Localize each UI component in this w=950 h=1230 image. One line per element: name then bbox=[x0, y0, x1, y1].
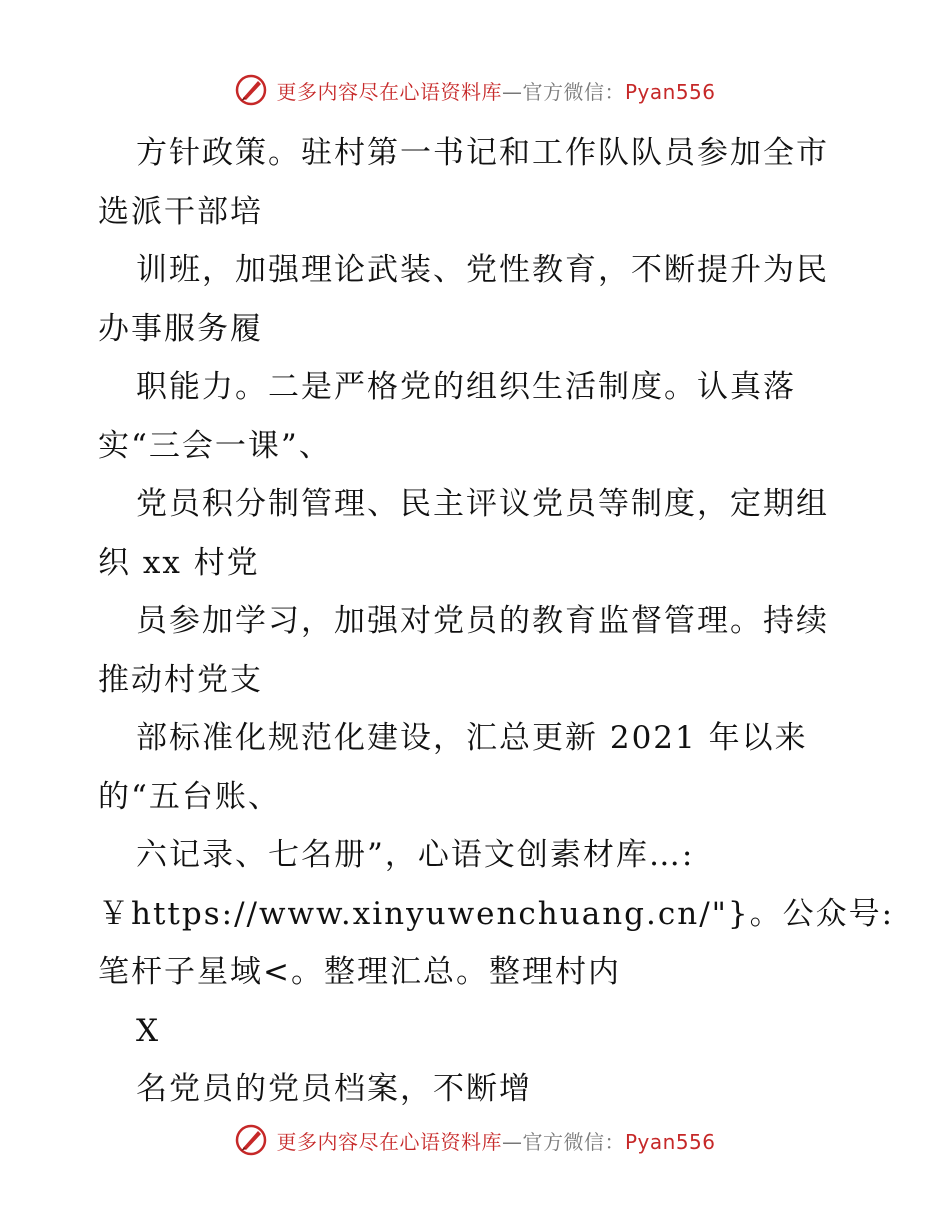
text-line: 笔杆子星域<。整理汇总。整理村内 bbox=[98, 954, 621, 990]
footer-banner-separator: — bbox=[501, 1129, 523, 1154]
footer-banner-main: 更多内容尽在心语资料库 bbox=[276, 1129, 502, 1154]
header-banner-handle: Pyan556 bbox=[624, 79, 716, 104]
header-banner-sub: 官方微信： bbox=[522, 79, 625, 104]
header-banner-separator: — bbox=[501, 79, 523, 104]
quill-pen-circle-icon bbox=[234, 1123, 268, 1157]
quill-pen-circle-icon bbox=[234, 73, 268, 107]
header-banner-text bbox=[276, 76, 715, 105]
text-line: 实“三会一课”、 bbox=[98, 427, 332, 464]
text-line: 训班，加强理论武装、党性教育，不断提升为民 bbox=[136, 252, 829, 288]
text-line: 推动村党支 bbox=[98, 661, 263, 698]
text-line: 职能力。二是严格党的组织生活制度。认真落 bbox=[136, 369, 796, 405]
text-line: 六记录、七名册”，心语文创素材库…: bbox=[136, 837, 695, 873]
footer-watermark-banner bbox=[0, 1120, 950, 1160]
text-line: 选派干部培 bbox=[98, 193, 263, 230]
footer-banner-sub: 官方微信： bbox=[522, 1129, 625, 1154]
text-line: 的“五台账、 bbox=[98, 778, 281, 815]
text-line: ￥https://www.xinyuwenchuang.cn/"}。公众号: bbox=[98, 895, 895, 932]
text-line: X bbox=[136, 1012, 161, 1049]
text-line: 党员积分制管理、民主评议党员等制度，定期组 bbox=[136, 486, 829, 522]
text-line: 部标准化规范化建设，汇总更新 2021 年以来 bbox=[136, 720, 808, 756]
text-line: 办事服务履 bbox=[98, 310, 263, 347]
header-watermark-banner bbox=[0, 70, 950, 110]
text-line: 员参加学习，加强对党员的教育监督管理。持续 bbox=[136, 603, 829, 639]
header-banner-main: 更多内容尽在心语资料库 bbox=[276, 79, 502, 104]
text-line: 名党员的党员档案，不断增 bbox=[136, 1071, 532, 1107]
text-line: 织 xx 村党 bbox=[98, 544, 260, 581]
text-line: 方针政策。驻村第一书记和工作队队员参加全市 bbox=[136, 135, 829, 171]
footer-banner-text bbox=[276, 1126, 715, 1155]
footer-banner-handle: Pyan556 bbox=[624, 1129, 716, 1154]
document-body bbox=[98, 124, 895, 1119]
